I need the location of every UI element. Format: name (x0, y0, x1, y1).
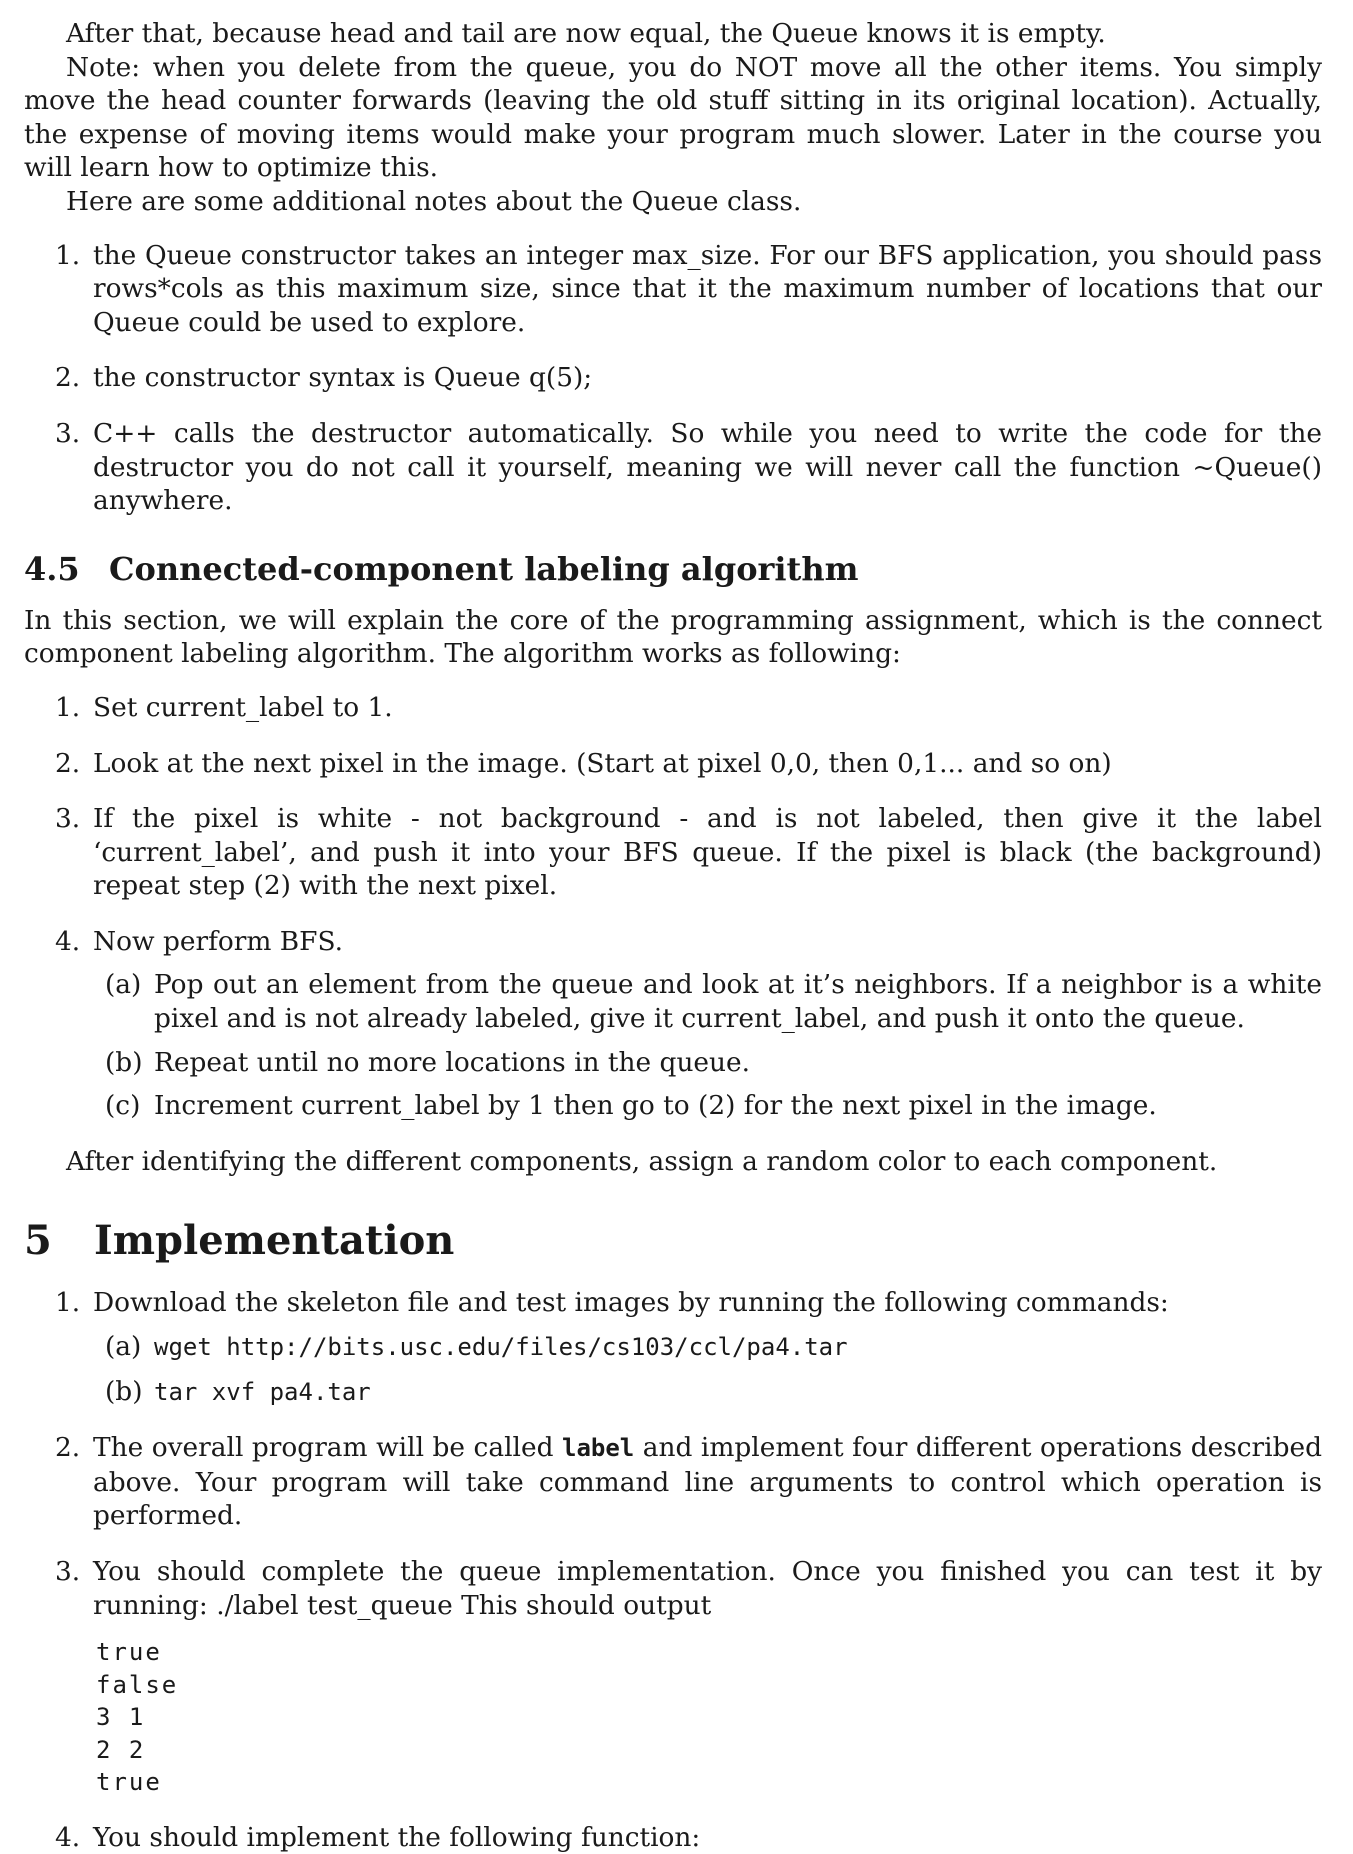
list-item: 2. the constructor syntax is Queue q(5); (55, 362, 593, 394)
section-5-heading: 5 Implementation (24, 1217, 455, 1265)
list-item: 3. You should complete the queue implementation. Once you finished you can test it by running: ./label test_queue This should output true false 3 1 2 2 true (24, 1555, 1322, 1799)
list-item: 3. C++ calls the destructor automatically. So while you need to write the code for the destructor you do not call it yourself, meaning we will never call the function ~Queue() anywhere. (55, 417, 1322, 517)
list-item: 4. You should implement the following function: (55, 1821, 701, 1853)
list-item: 4. Now perform BFS. (a) Pop out an element from the queue and look at it’s neighbors. If a neighbor is a white pixel and is not already labeled, give it current_label, and push it onto the queue. (b) Repeat until no more locations in the queue. (c) Increment current_label by 1 then go to (2) for the next pixel in the image. (55, 925, 1322, 1122)
list-item: 1. Set current_label to 1. (55, 691, 393, 723)
tar-command: tar xvf pa4.tar (154, 1377, 371, 1406)
section-4-5-heading: 4.5 Connected-component labeling algorithm (24, 549, 859, 588)
list-item: 1. the Queue constructor takes an integer max_size. For our BFS application, you should pass rows*cols as this maximum size, since that it the maximum number of locations that our Queue could be used to explore. (55, 239, 1322, 338)
list-item: (c) Increment current_label by 1 then go to (2) for the next pixel in the image. (105, 1090, 1157, 1122)
list-item: (b) Repeat until no more locations in the queue. (105, 1046, 751, 1078)
list-item: (b) tar xvf pa4.tar (105, 1375, 371, 1407)
algorithm-steps-list (24, 691, 1322, 1123)
list-item: 2. Look at the next pixel in the image. (Start at pixel 0,0, then 0,1... and so on) (55, 747, 1112, 779)
intro-paragraph-2: Note: when you delete from the queue, you do NOT move all the other items. You simply move the head counter forwards (leaving the old stuff sitting in its original location). Actually, the expense of moving items would make your program much slower. Later in the course you will learn how to optimize this. (24, 51, 1322, 184)
implementation-list (24, 1286, 1322, 1854)
download-commands-list (93, 1330, 1322, 1409)
intro-paragraph-3: Here are some additional notes about the Queue class. (66, 185, 802, 217)
list-item: 2. The overall program will be called label and implement four different operations described above. Your program will take command line arguments to control which operation is performed. (55, 1432, 1322, 1532)
list-item: 3. If the pixel is white - not background - and is not labeled, then give it the label ‘current_label’, and push it into your BFS queue. If the pixel is black (the background) repeat step (2) with the next pixel. (55, 803, 1322, 902)
bfs-substeps-list (93, 968, 1322, 1122)
list-item: 1. Download the skeleton file and test images by running the following commands: (a) wget http://bits.usc.edu/files/cs103/ccl/pa4.tar (b) tar xvf pa4.tar (24, 1286, 1322, 1409)
list-item: (a) wget http://bits.usc.edu/files/cs103/ccl/pa4.tar (105, 1331, 848, 1363)
expected-output-block: true false 3 1 2 2 true (96, 1638, 179, 1797)
section-4-5-intro: In this section, we will explain the core of the programming assignment, which is the connect component labeling algorithm. The algorithm works as following: (24, 604, 1322, 670)
wget-command: wget http://bits.usc.edu/files/cs103/ccl/pa4.tar (154, 1333, 848, 1362)
list-item: (a) Pop out an element from the queue and look at it’s neighbors. If a neighbor is a white pixel and is not already labeled, give it current_label, and push it onto the queue. (105, 969, 1322, 1035)
intro-paragraph-1: After that, because head and tail are now equal, the Queue knows it is empty. (66, 18, 1106, 49)
queue-notes-list (24, 239, 1322, 518)
section-4-5-closing: After identifying the different components, assign a random color to each component. (66, 1145, 1218, 1177)
program-name: label (562, 1434, 635, 1463)
